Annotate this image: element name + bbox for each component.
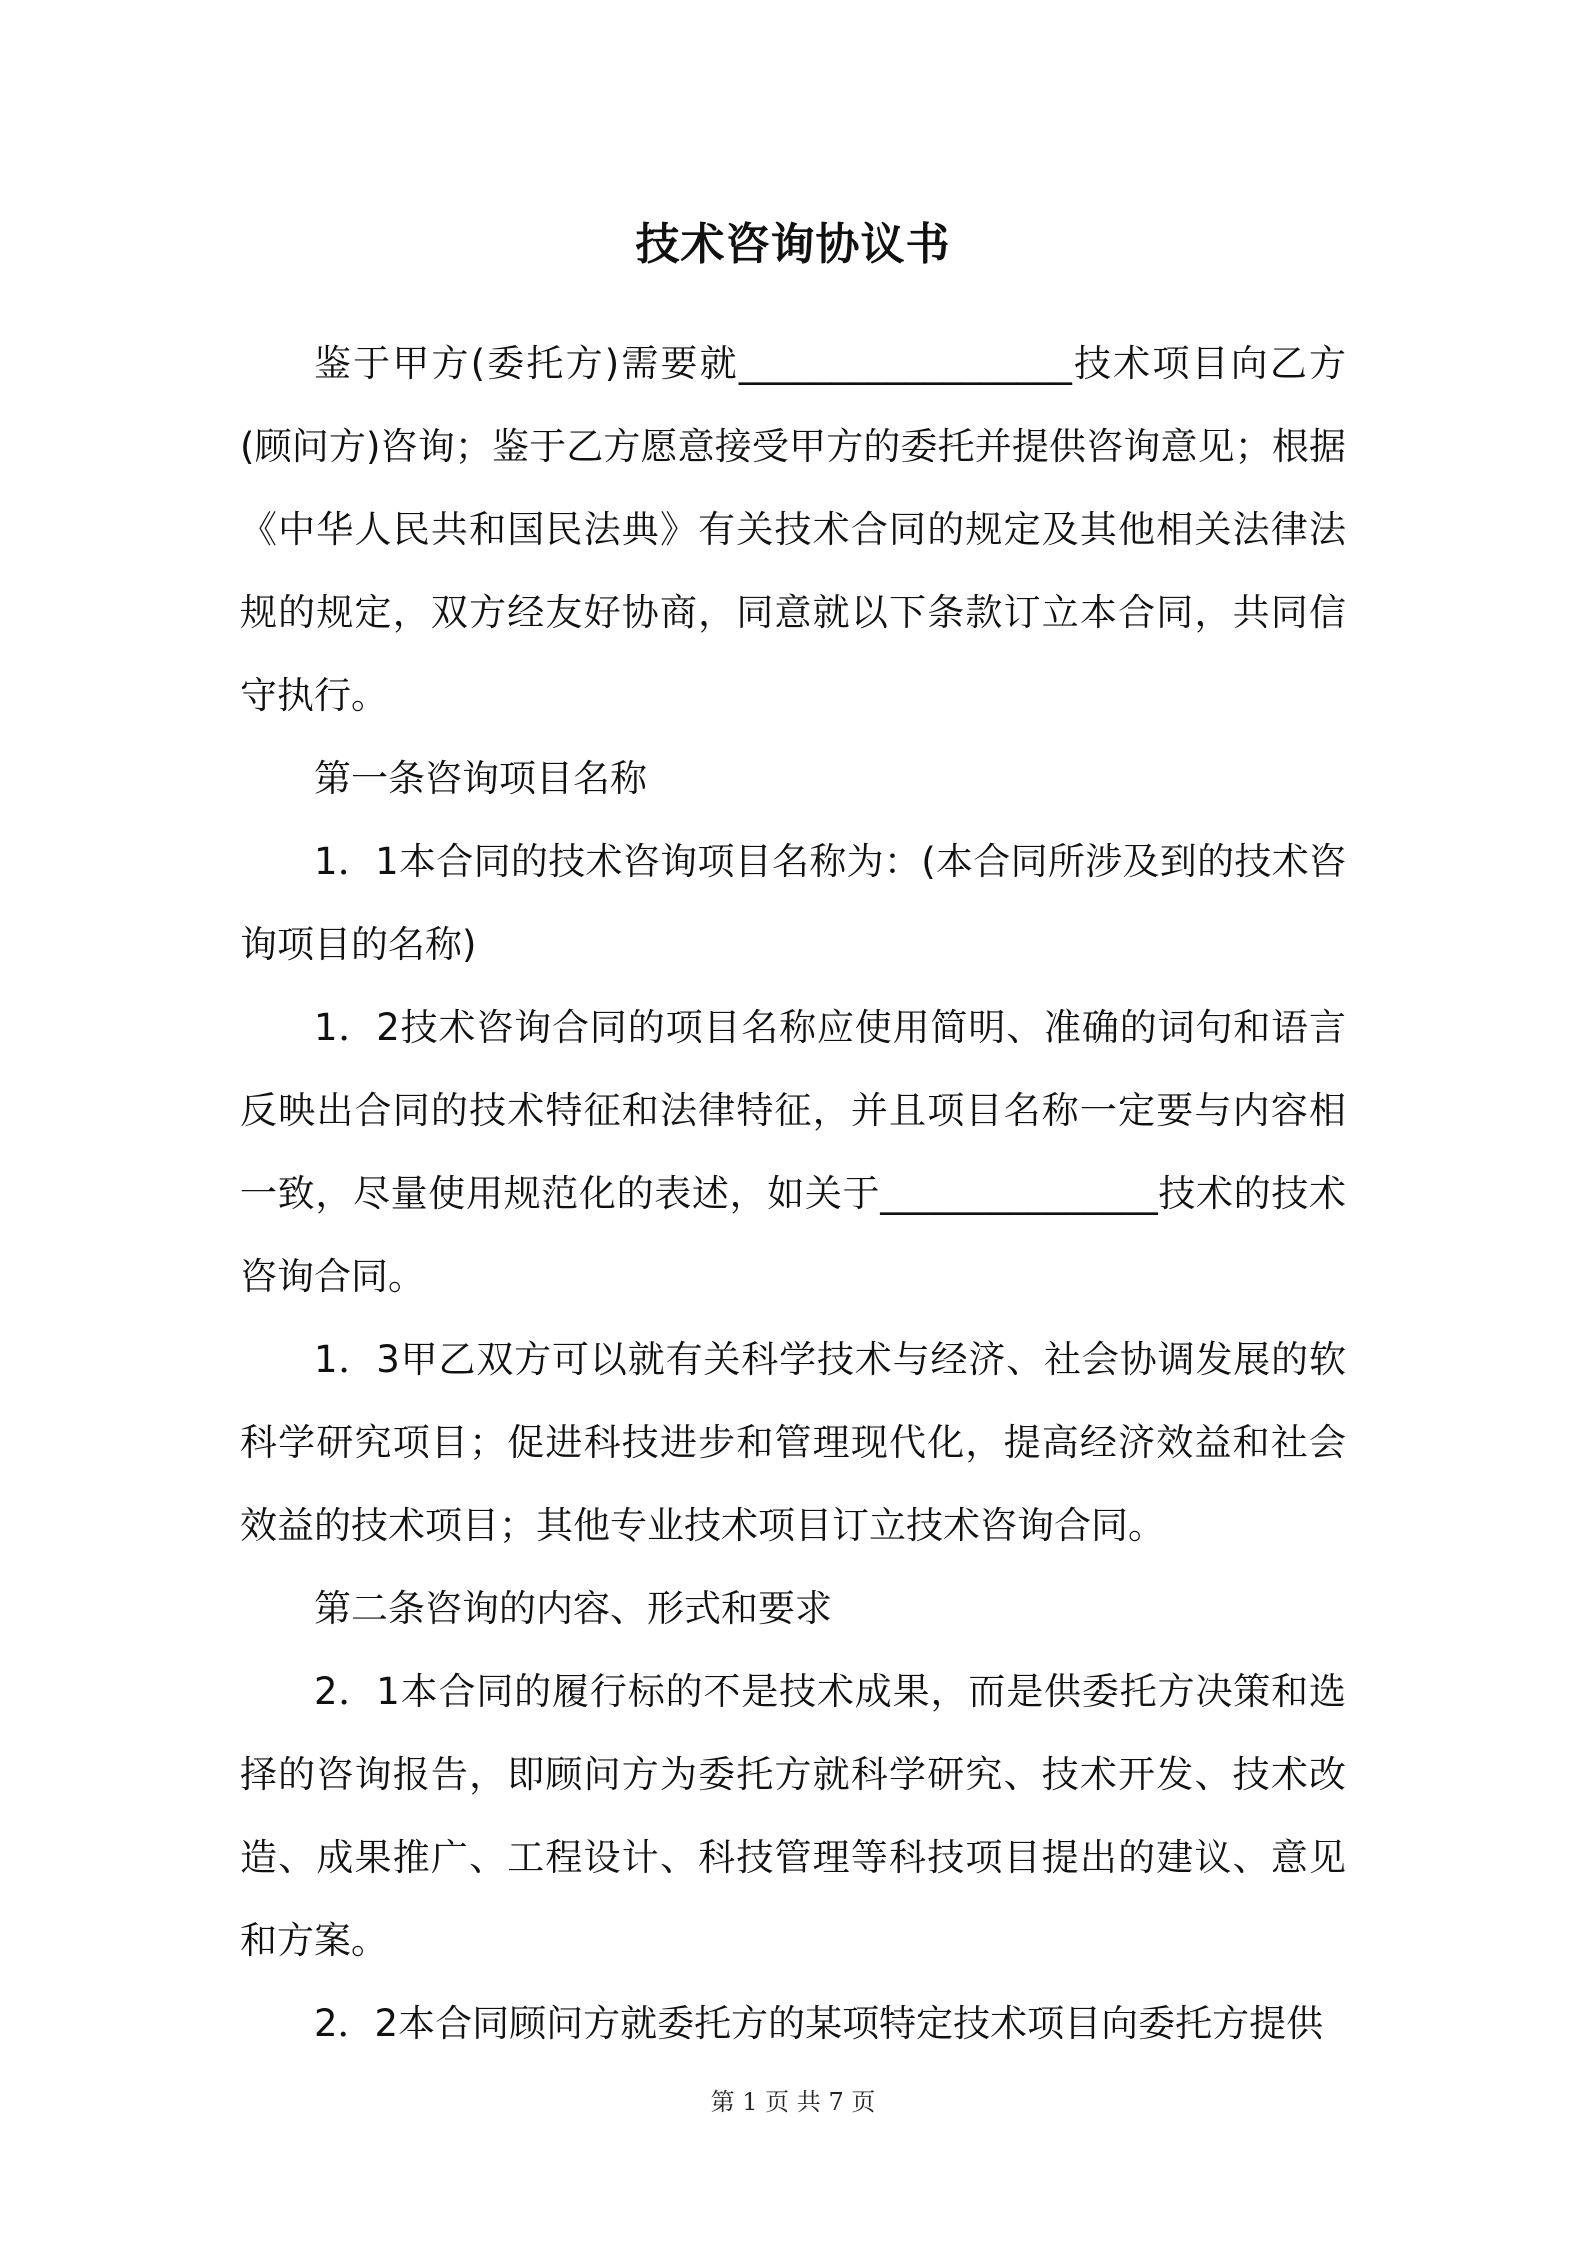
heading-article-2: 第二条咨询的内容、形式和要求 bbox=[314, 1587, 832, 1630]
paragraph-2-1: 2．1本合同的履行标的不是技术成果，而是供委托方决策和选择的咨询报告，即顾问方为委托方就科学研究、技术开发、技术改造、成果推广、工程设计、科技管理等科技项目提出的建议、意见和方案。 bbox=[240, 1670, 1346, 1962]
paragraph-1-1: 1．1本合同的技术咨询项目名称为：(本合同所涉及到的技术咨询项目的名称) bbox=[240, 840, 1346, 966]
paragraph-1-3: 1．3甲乙双方可以就有关科学技术与经济、社会协调发展的软科学研究项目；促进科技进步和管理现代化，提高经济效益和社会效益的技术项目；其他专业技术项目订立技术咨询合同。 bbox=[240, 1338, 1346, 1547]
paragraph-preamble: 鉴于甲方(委托方)需要就__________________技术项目向乙方(顾问方)咨询；鉴于乙方愿意接受甲方的委托并提供咨询意见；根据《中华人民共和国民法典》有关技术合同的规定及其他相关法律法规的规定，双方经友好协商，同意就以下条款订立本合同，共同信守执行。 bbox=[240, 342, 1346, 717]
paragraph-2-2: 2．2本合同顾问方就委托方的某项特定技术项目向委托方提供 bbox=[314, 2002, 1324, 2045]
document-body bbox=[240, 322, 1346, 2065]
page-number-footer: 第 1 页 共 7 页 bbox=[710, 2088, 876, 2116]
paragraph-1-2: 1．2技术咨询合同的项目名称应使用简明、准确的词句和语言反映出合同的技术特征和法律特征，并且项目名称一定要与内容相一致，尽量使用规范化的表述，如关于_______________技术的技术咨询合同。 bbox=[240, 1006, 1346, 1298]
heading-article-1: 第一条咨询项目名称 bbox=[314, 757, 647, 800]
document-title: 技术咨询协议书 bbox=[635, 219, 951, 270]
